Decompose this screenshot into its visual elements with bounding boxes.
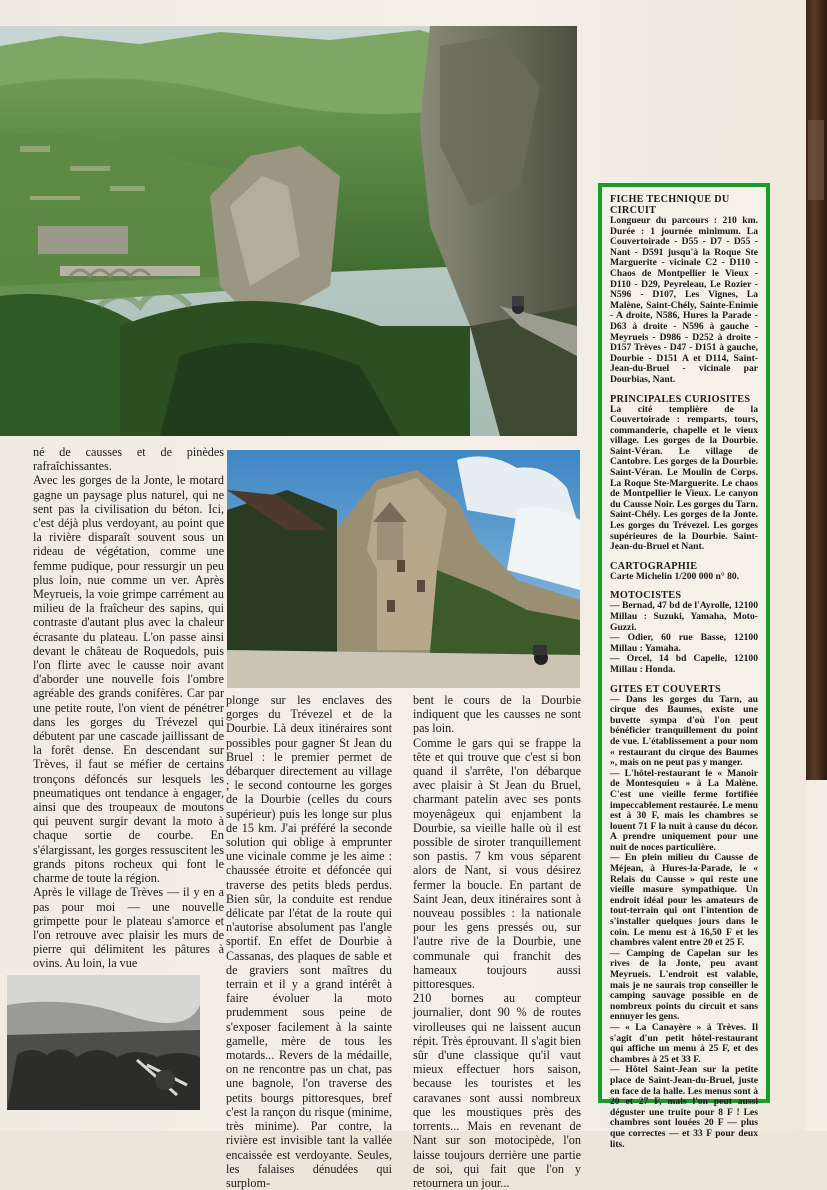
chateau-photo bbox=[227, 450, 580, 688]
cartographie-title: CARTOGRAPHIE bbox=[610, 560, 698, 572]
article-column-1 bbox=[33, 445, 224, 985]
gite-entry: — Dans les gorges du Tarn, au cirque des Baumes, existe une buvette sympa d'où l'on peut bénéficier tranquillement du point de vue. L'établissement a pour nom « restaurant du cirque des Baumes », mais on ne peut pas y manger. bbox=[610, 693, 758, 769]
gite-entry: — Hôtel Saint-Jean sur la petite place de Saint-Jean-du-Bruel, juste en face de la halle. Les menus sont à 20 et 27 F, mais l'on peut aussi déguster une truite pour 8 F ! Les chambres sont louées 20 F — plus que correctes — et 33 F pour deux lits. bbox=[610, 1064, 758, 1150]
motocistes-title: MOTOCISTES bbox=[610, 590, 682, 602]
gite-entry: — « La Canayère » à Trèves. Il s'agit d'un petit hôtel-restaurant qui affiche un menu à 25 F, et des chambres à 25 et 33 F. bbox=[610, 1021, 758, 1065]
village-bottom-photo bbox=[7, 975, 200, 1110]
motociste-entry: — Bernad, 47 bd de l'Ayrolle, 12100 Millau : Suzuki, Yamaha, Moto-Guzzi. bbox=[610, 600, 758, 633]
article-column-2 bbox=[226, 693, 392, 1190]
col1-paragraph-1: né de causses et de pinèdes rafraîchissantes. bbox=[33, 445, 224, 474]
fiche-title: FICHE TECHNIQUE DU CIRCUIT bbox=[610, 194, 730, 216]
col3-paragraph-2: Comme le gars qui se frappe la tête et qui trouve que c'est si bon quand il s'arrête, l'on débarque avec plaisir à St Jean du Bruel, charmant patelin avec ses ponts moyenâgeux qui enjambent la Dourbie, sa vieille halle où il est possible de siroter tranquillement son pastis. 7 km vous séparent alors de Nant, si vous désirez fermer la boucle. En partant de Saint Jean, deux itinéraires sont à nouveau possibles : la nationale pour les gens pressés ou, sur l'autre rive de la Dourbie, une communale qui franchit des hameaux toujours aussi pittoresques. bbox=[413, 735, 581, 992]
article-column-3 bbox=[413, 693, 581, 1190]
col3-paragraph-1: bent le cours de la Dourbie indiquent que les causses ne sont pas loin. bbox=[413, 693, 581, 736]
curiosites-title: PRINCIPALES CURIOSITES bbox=[610, 393, 751, 405]
curiosites-body: La cité templière de la Couvertoirade : remparts, tours, commanderie, chapelle et le vieux village. Les gorges de la Dourbie. Saint-Véran. Le village de Cantobre. Les gorges de la Dourbie. Saint-Véran. Le Moulin de Corps. La Roque Ste-Marguerite. Le chaos de Montpellier le Vieux. Le canyon du Causse Noir. Les gorges du Tarn. Saint-Chély. Les gorges de la Jonte. Les gorges du Trévezel. Les gorges supérieures de la Dourbie. Saint-Jean-du-Bruel et Nant. bbox=[610, 403, 758, 553]
col1-paragraph-3: Après le village de Trèves — il y en a pas pour moi — une nouvelle grimpette pour le plateau s'amorce et l'on retrouve avec plaisir les murs de pierre qui délimitent les pâtures à ovins. Au loin, la vue bbox=[33, 885, 224, 971]
gite-entry: — En plein milieu du Causse de Méjean, à Hures-la-Parade, le « Relais du Causse » qui reste une vieille masure sympathique. Un endroit idéal pour les amateurs de tout-terrain qui ont l'intention de s'installer quelques jours dans le coin. Le menu est à 16,50 F et les chambres valent entre 20 et 25 F. bbox=[610, 852, 758, 949]
gites-title: GITES ET COUVERTS bbox=[610, 683, 721, 695]
page-binding-edge bbox=[806, 0, 827, 1131]
col2-paragraph-1: plonge sur les enclaves des gorges du Trévezel et de la Dourbie. Là deux itinéraires sont possibles pour gagner St Jean du Bruel : le premier permet de débarquer directement au village ; le second contourne les gorges de la Dourbie (celles du cours supérieur) puis les longe sur plus de 15 km. J'ai préféré la seconde solution qui oblige à emprunter une vicinale comme je les aime : chaussée étroite et défoncée qui traverse des petits bleds perdus. Bien sûr, la conduite est rendue délicate par l'état de la route qui n'autorise absolument pas l'angle sportif. En effet de Dourbie à Cassanas, des plaques de sable et de graviers sont maîtres du terrain et il y a grand intérêt à faire évoluer la moto prudemment sous peine de s'exposer facilement à la sainte gamelle, mère de tous les motards... Revers de la médaille, on ne rencontre pas un chat, pas une bagnole, l'on traverse des petits bourgs pittoresques, bref c'est la rançon du risque (minime, très minime). Par contre, la rivière est invisible tant la vallée encaissée est verdoyante. Seules, les falaises dénudées qui surplom- bbox=[226, 693, 392, 1190]
motociste-entry: — Odier, 60 rue Basse, 12100 Millau : Yamaha. bbox=[610, 632, 758, 654]
motociste-entry: — Orcel, 14 bd Capelle, 12100 Millau : Honda. bbox=[610, 653, 758, 675]
fiche-body: Longueur du parcours : 210 km. Durée : 1 journée minimum. La Couvertoirade - D55 - D7 - D55 - Nant - D591 jusqu'à la Roque Ste Marguerite - vicinale C2 - D110 - Chaos de Montpellier le Vieux - D110 - D29, Peyreleau, Le Rozier - N596 - D107, Les Vignes, La Malène, Saint-Chély, Sainte-Enimie - A droite, N586, Hures la Parade - D63 à droite - N596 à gauche - Meyrueis - D986 - D252 à droite - D157 Trèves - D47 - D151 à gauche, Dourbie - D151 A et D114, Saint-Jean-du-Bruel - vicinale par Dourbias, Nant. bbox=[610, 215, 758, 385]
gorge-landscape-photo bbox=[0, 26, 577, 436]
gite-entry: — L'hôtel-restaurant le « Manoir de Montesquieu » à La Malène. C'est une vieille ferme fortifiée impeccablement restaurée. Le menu est à 30 F, mais les chambres se louent 71 F la nuit à cause du décor. A prendre uniquement pour une nuit de noces particulière. bbox=[610, 767, 758, 853]
col3-paragraph-3: 210 bornes au compteur journalier, dont 90 % de routes virolleuses qui ne laissent aucun répit. Très éprouvant. Il s'agit bien sûr d'une classique qu'il vaut mieux effectuer hors saison, because les touristes et les caravanes sont aussi nombreux que les moustiques près des torrents... Mais en revenant de Nant sur son motocipède, l'on laisse toujours derrière une partie de soi, qui fait que l'on y retournera un jour... bbox=[413, 991, 581, 1190]
col1-paragraph-2: Avec les gorges de la Jonte, le motard gagne un paysage plus naturel, qui ne sent pas la civilisation du béton. Ici, c'est déjà plus verdoyant, au point que la rivière disparaît souvent sous un rideau de végétation, comme une femme pudique, pour ressurgir un peu plus loin, nue comme un ver. Après Meyrueis, la voie grimpe carrément au milieu de la fraîcheur des sapins, qui contraste d'autant plus avec la chaleur écrasante du plateau. L'on passe ainsi devant le château de Roquedols, puis l'on flirte avec le causse noir avant d'aborder une nouvelle fois l'ombre agréable des grands conifères. Car par une petite route, l'on vient de pénétrer dans les gorges du Trévezel qui débutent par une cascade jaillissant de la forêt dense. En descendant sur Trèves, il faut se méfier de certains tronçons défoncés sur lesquels les pneumatiques ont tendance à engager, ainsi que des troupeaux de moutons qui peuvent surgir devant la moto à chaque sortie de courbe. En s'élargissant, les gorges ressuscitent les grands pitons rocheux qui font le charme de toute la région. bbox=[33, 473, 224, 886]
gite-entry: — Camping de Capelan sur les rives de la Jonte, peu avant Meyrueis. L'endroit est valable, mais je ne saurais trop conseiller le camping sauvage possible en de nombreux points du circuit et sans ennuyer les gens. bbox=[610, 947, 758, 1023]
cartographie-body: Carte Michelin 1/200 000 n° 80. bbox=[610, 570, 740, 582]
fiche-technique-box bbox=[598, 183, 770, 1150]
